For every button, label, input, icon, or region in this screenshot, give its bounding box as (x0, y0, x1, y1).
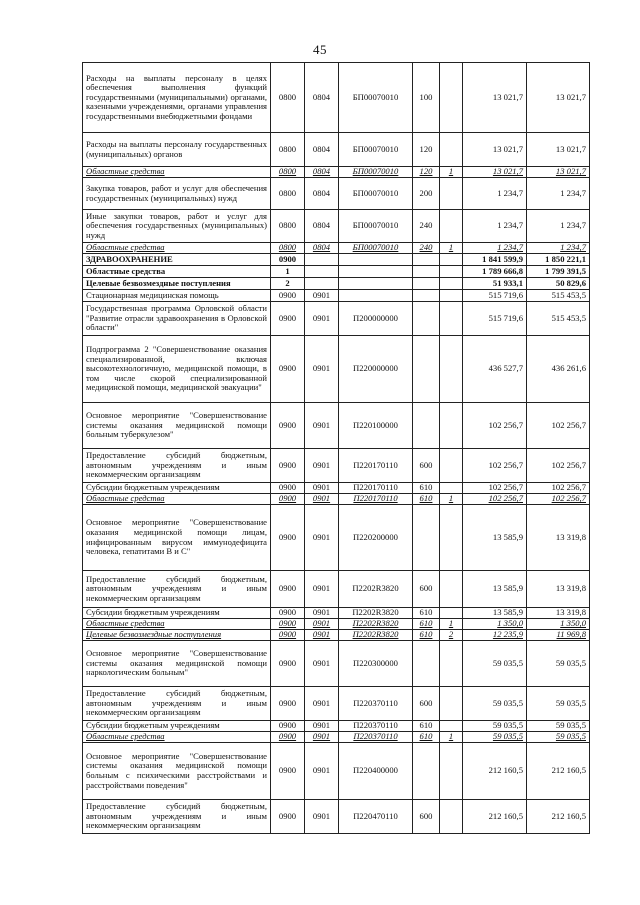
section-code-cell: 0900 (271, 571, 305, 608)
expense-type-cell (413, 505, 440, 571)
funding-source-cell (440, 254, 463, 266)
table-row (83, 630, 590, 641)
amount-year2-cell: 59 035,5 (527, 732, 590, 743)
amount-year1-cell: 13 021,7 (463, 63, 527, 133)
section-code-cell: 0800 (271, 167, 305, 178)
amount-year2-cell: 11 969,8 (527, 630, 590, 641)
amount-year2-cell: 59 035,5 (527, 687, 590, 721)
table-row (83, 167, 590, 178)
amount-year1-cell: 1 841 599,9 (463, 254, 527, 266)
table-row (83, 266, 590, 278)
amount-year1-cell: 1 789 666,8 (463, 266, 527, 278)
table-row (83, 449, 590, 483)
amount-year1-cell: 13 021,7 (463, 167, 527, 178)
section-code-cell: 0900 (271, 687, 305, 721)
section-code-cell: 0900 (271, 494, 305, 505)
item-name-cell: ЗДРАВООХРАНЕНИЕ (83, 254, 271, 266)
item-name-cell: Субсидии бюджетным учреждениям (83, 483, 271, 494)
table-row (83, 571, 590, 608)
funding-source-cell: 1 (440, 243, 463, 254)
amount-year1-cell: 51 933,1 (463, 278, 527, 290)
expense-type-cell (413, 403, 440, 449)
item-name-cell: Областные средства (83, 619, 271, 630)
amount-year1-cell: 59 035,5 (463, 687, 527, 721)
table-row (83, 243, 590, 254)
item-name-cell: Расходы на выплаты персоналу государственных (муниципальных) органов (83, 133, 271, 167)
target-article-cell (339, 290, 413, 302)
section-code-cell: 0900 (271, 254, 305, 266)
section-code-cell: 0900 (271, 641, 305, 687)
target-article-cell: П220470110 (339, 800, 413, 834)
amount-year1-cell: 59 035,5 (463, 732, 527, 743)
table-row (83, 619, 590, 630)
subsection-code-cell: 0901 (305, 290, 339, 302)
section-code-cell: 1 (271, 266, 305, 278)
subsection-code-cell: 0901 (305, 800, 339, 834)
target-article-cell: БП00070010 (339, 63, 413, 133)
funding-source-cell (440, 721, 463, 732)
expense-type-cell (413, 641, 440, 687)
subsection-code-cell: 0901 (305, 483, 339, 494)
target-article-cell: БП00070010 (339, 210, 413, 243)
expense-type-cell: 240 (413, 210, 440, 243)
section-code-cell: 0800 (271, 133, 305, 167)
target-article-cell: П220370110 (339, 721, 413, 732)
subsection-code-cell: 0804 (305, 167, 339, 178)
item-name-cell: Субсидии бюджетным учреждениям (83, 608, 271, 619)
expense-type-cell (413, 266, 440, 278)
target-article-cell: П220370110 (339, 687, 413, 721)
table-row (83, 505, 590, 571)
amount-year2-cell: 59 035,5 (527, 721, 590, 732)
item-name-cell: Расходы на выплаты персоналу в целях обеспечения выполнения функций государственными (муниципальными) органами, казенными учреждениями, органами управления государственными внебюджетными фондами (83, 63, 271, 133)
funding-source-cell: 2 (440, 630, 463, 641)
section-code-cell: 0900 (271, 302, 305, 336)
section-code-cell: 0900 (271, 619, 305, 630)
target-article-cell: П220170110 (339, 449, 413, 483)
expense-type-cell: 610 (413, 721, 440, 732)
funding-source-cell (440, 63, 463, 133)
expense-type-cell: 240 (413, 243, 440, 254)
funding-source-cell (440, 483, 463, 494)
target-article-cell: П220100000 (339, 403, 413, 449)
table-row (83, 210, 590, 243)
funding-source-cell (440, 687, 463, 721)
target-article-cell: П200000000 (339, 302, 413, 336)
subsection-code-cell: 0901 (305, 403, 339, 449)
expense-type-cell: 120 (413, 133, 440, 167)
section-code-cell: 0800 (271, 210, 305, 243)
amount-year2-cell: 13 319,8 (527, 608, 590, 619)
subsection-code-cell: 0901 (305, 743, 339, 800)
funding-source-cell (440, 800, 463, 834)
funding-source-cell: 1 (440, 732, 463, 743)
amount-year2-cell: 1 234,7 (527, 178, 590, 210)
subsection-code-cell: 0804 (305, 63, 339, 133)
section-code-cell: 0900 (271, 483, 305, 494)
expense-type-cell: 600 (413, 687, 440, 721)
item-name-cell: Закупка товаров, работ и услуг для обеспечения государственных (муниципальных) нужд (83, 178, 271, 210)
target-article-cell: П220170110 (339, 494, 413, 505)
target-article-cell: П2202R3820 (339, 608, 413, 619)
target-article-cell: П220000000 (339, 336, 413, 403)
subsection-code-cell: 0901 (305, 721, 339, 732)
subsection-code-cell: 0901 (305, 608, 339, 619)
amount-year2-cell: 102 256,7 (527, 449, 590, 483)
subsection-code-cell: 0901 (305, 302, 339, 336)
target-article-cell: БП00070010 (339, 243, 413, 254)
amount-year2-cell: 13 021,7 (527, 63, 590, 133)
amount-year2-cell: 1 234,7 (527, 210, 590, 243)
expense-type-cell: 600 (413, 800, 440, 834)
funding-source-cell (440, 133, 463, 167)
item-name-cell: Предоставление субсидий бюджетным, автономным учреждениям и иным некоммерческим организациям (83, 800, 271, 834)
funding-source-cell: 1 (440, 619, 463, 630)
amount-year2-cell: 59 035,5 (527, 641, 590, 687)
funding-source-cell (440, 449, 463, 483)
subsection-code-cell: 0804 (305, 243, 339, 254)
item-name-cell: Целевые безвозмездные поступления (83, 278, 271, 290)
amount-year1-cell: 212 160,5 (463, 800, 527, 834)
amount-year2-cell: 1 799 391,5 (527, 266, 590, 278)
amount-year2-cell: 13 021,7 (527, 133, 590, 167)
subsection-code-cell (305, 266, 339, 278)
table-row (83, 290, 590, 302)
amount-year2-cell: 515 453,5 (527, 290, 590, 302)
item-name-cell: Областные средства (83, 266, 271, 278)
target-article-cell: П220200000 (339, 505, 413, 571)
item-name-cell: Предоставление субсидий бюджетным, автономным учреждениям и иным некоммерческим организациям (83, 687, 271, 721)
section-code-cell: 0900 (271, 608, 305, 619)
item-name-cell: Предоставление субсидий бюджетным, автономным учреждениям и иным некоммерческим организациям (83, 449, 271, 483)
item-name-cell: Стационарная медицинская помощь (83, 290, 271, 302)
expense-type-cell (413, 302, 440, 336)
subsection-code-cell: 0901 (305, 494, 339, 505)
item-name-cell: Основное мероприятие "Совершенствование оказания медицинской помощи лицам, инфицированным вирусом иммунодефицита человека, гепатитами В и С" (83, 505, 271, 571)
subsection-code-cell: 0901 (305, 630, 339, 641)
amount-year2-cell: 102 256,7 (527, 403, 590, 449)
amount-year2-cell: 13 319,8 (527, 571, 590, 608)
amount-year1-cell: 102 256,7 (463, 403, 527, 449)
amount-year1-cell: 1 234,7 (463, 210, 527, 243)
section-code-cell: 0900 (271, 721, 305, 732)
amount-year1-cell: 13 585,9 (463, 571, 527, 608)
amount-year2-cell: 436 261,6 (527, 336, 590, 403)
section-code-cell: 0900 (271, 630, 305, 641)
amount-year1-cell: 59 035,5 (463, 641, 527, 687)
amount-year2-cell: 50 829,6 (527, 278, 590, 290)
table-row (83, 178, 590, 210)
page-number: 45 (313, 42, 327, 57)
subsection-code-cell (305, 278, 339, 290)
amount-year2-cell: 102 256,7 (527, 494, 590, 505)
section-code-cell: 0900 (271, 505, 305, 571)
target-article-cell: П220170110 (339, 483, 413, 494)
item-name-cell: Предоставление субсидий бюджетным, автономным учреждениям и иным некоммерческим организациям (83, 571, 271, 608)
subsection-code-cell: 0901 (305, 619, 339, 630)
funding-source-cell (440, 302, 463, 336)
target-article-cell (339, 254, 413, 266)
subsection-code-cell: 0901 (305, 687, 339, 721)
target-article-cell: П2202R3820 (339, 619, 413, 630)
amount-year2-cell: 13 319,8 (527, 505, 590, 571)
amount-year1-cell: 13 585,9 (463, 505, 527, 571)
amount-year1-cell: 212 160,5 (463, 743, 527, 800)
amount-year2-cell: 102 256,7 (527, 483, 590, 494)
item-name-cell: Подпрограмма 2 "Совершенствование оказания специализированной, включая высокотехнологичную, медицинской помощи, в том числе скорой специализированной медицинской помощи, медицинской эвакуации" (83, 336, 271, 403)
funding-source-cell (440, 571, 463, 608)
expense-type-cell: 120 (413, 167, 440, 178)
amount-year2-cell: 212 160,5 (527, 743, 590, 800)
item-name-cell: Иные закупки товаров, работ и услуг для обеспечения государственных (муниципальных) нужд (83, 210, 271, 243)
funding-source-cell (440, 403, 463, 449)
funding-source-cell (440, 336, 463, 403)
target-article-cell: П220300000 (339, 641, 413, 687)
amount-year1-cell: 1 350,0 (463, 619, 527, 630)
amount-year1-cell: 13 021,7 (463, 133, 527, 167)
section-code-cell: 0900 (271, 743, 305, 800)
subsection-code-cell: 0901 (305, 571, 339, 608)
table-row (83, 336, 590, 403)
amount-year2-cell: 515 453,5 (527, 302, 590, 336)
target-article-cell (339, 266, 413, 278)
section-code-cell: 0900 (271, 449, 305, 483)
budget-table (82, 62, 590, 834)
amount-year2-cell: 13 021,7 (527, 167, 590, 178)
item-name-cell: Государственная программа Орловской области "Развитие отрасли здравоохранения в Орловской области" (83, 302, 271, 336)
target-article-cell (339, 278, 413, 290)
subsection-code-cell: 0804 (305, 133, 339, 167)
table-row (83, 403, 590, 449)
funding-source-cell (440, 278, 463, 290)
subsection-code-cell: 0901 (305, 641, 339, 687)
amount-year1-cell: 13 585,9 (463, 608, 527, 619)
table-row (83, 278, 590, 290)
amount-year1-cell: 102 256,7 (463, 449, 527, 483)
amount-year1-cell: 515 719,6 (463, 302, 527, 336)
expense-type-cell (413, 254, 440, 266)
table-row (83, 63, 590, 133)
amount-year1-cell: 1 234,7 (463, 178, 527, 210)
funding-source-cell (440, 210, 463, 243)
item-name-cell: Основное мероприятие "Совершенствование системы оказания медицинской помощи наркологическим больным" (83, 641, 271, 687)
table-row (83, 800, 590, 834)
target-article-cell: П2202R3820 (339, 571, 413, 608)
funding-source-cell: 1 (440, 167, 463, 178)
funding-source-cell (440, 743, 463, 800)
expense-type-cell (413, 336, 440, 403)
table-row (83, 494, 590, 505)
table-row (83, 483, 590, 494)
subsection-code-cell: 0901 (305, 336, 339, 403)
amount-year2-cell: 1 350,0 (527, 619, 590, 630)
funding-source-cell (440, 266, 463, 278)
section-code-cell: 0800 (271, 243, 305, 254)
expense-type-cell: 610 (413, 630, 440, 641)
funding-source-cell: 1 (440, 494, 463, 505)
amount-year2-cell: 1 850 221,1 (527, 254, 590, 266)
expense-type-cell: 600 (413, 449, 440, 483)
amount-year1-cell: 436 527,7 (463, 336, 527, 403)
item-name-cell: Областные средства (83, 494, 271, 505)
subsection-code-cell: 0901 (305, 732, 339, 743)
table-row (83, 641, 590, 687)
item-name-cell: Субсидии бюджетным учреждениям (83, 721, 271, 732)
subsection-code-cell: 0804 (305, 210, 339, 243)
subsection-code-cell: 0901 (305, 449, 339, 483)
budget-table-body (83, 63, 590, 834)
target-article-cell: БП00070010 (339, 133, 413, 167)
funding-source-cell (440, 641, 463, 687)
expense-type-cell: 200 (413, 178, 440, 210)
expense-type-cell (413, 290, 440, 302)
item-name-cell: Областные средства (83, 732, 271, 743)
expense-type-cell (413, 743, 440, 800)
amount-year1-cell: 515 719,6 (463, 290, 527, 302)
section-code-cell: 2 (271, 278, 305, 290)
table-row (83, 254, 590, 266)
funding-source-cell (440, 178, 463, 210)
funding-source-cell (440, 608, 463, 619)
table-row (83, 608, 590, 619)
subsection-code-cell: 0901 (305, 505, 339, 571)
target-article-cell: БП00070010 (339, 178, 413, 210)
target-article-cell: П2202R3820 (339, 630, 413, 641)
table-row (83, 732, 590, 743)
table-row (83, 721, 590, 732)
table-row (83, 133, 590, 167)
amount-year2-cell: 1 234,7 (527, 243, 590, 254)
item-name-cell: Областные средства (83, 243, 271, 254)
amount-year1-cell: 59 035,5 (463, 721, 527, 732)
target-article-cell: П220370110 (339, 732, 413, 743)
table-row (83, 302, 590, 336)
section-code-cell: 0900 (271, 336, 305, 403)
expense-type-cell: 610 (413, 494, 440, 505)
expense-type-cell: 610 (413, 483, 440, 494)
amount-year1-cell: 12 235,9 (463, 630, 527, 641)
item-name-cell: Основное мероприятие "Совершенствование системы оказания медицинской помощи больным туберкулезом" (83, 403, 271, 449)
expense-type-cell: 610 (413, 608, 440, 619)
funding-source-cell (440, 505, 463, 571)
item-name-cell: Целевые безвозмездные поступления (83, 630, 271, 641)
section-code-cell: 0900 (271, 290, 305, 302)
expense-type-cell: 100 (413, 63, 440, 133)
amount-year1-cell: 102 256,7 (463, 494, 527, 505)
section-code-cell: 0800 (271, 178, 305, 210)
target-article-cell: П220400000 (339, 743, 413, 800)
expense-type-cell: 610 (413, 619, 440, 630)
funding-source-cell (440, 290, 463, 302)
section-code-cell: 0900 (271, 800, 305, 834)
expense-type-cell (413, 278, 440, 290)
expense-type-cell: 610 (413, 732, 440, 743)
section-code-cell: 0900 (271, 732, 305, 743)
amount-year1-cell: 1 234,7 (463, 243, 527, 254)
subsection-code-cell (305, 254, 339, 266)
table-row (83, 687, 590, 721)
target-article-cell: БП00070010 (339, 167, 413, 178)
amount-year1-cell: 102 256,7 (463, 483, 527, 494)
amount-year2-cell: 212 160,5 (527, 800, 590, 834)
section-code-cell: 0900 (271, 403, 305, 449)
expense-type-cell: 600 (413, 571, 440, 608)
item-name-cell: Областные средства (83, 167, 271, 178)
item-name-cell: Основное мероприятие "Совершенствование системы оказания медицинской помощи больным с психическими расстройствами и расстройствами поведения" (83, 743, 271, 800)
subsection-code-cell: 0804 (305, 178, 339, 210)
table-row (83, 743, 590, 800)
section-code-cell: 0800 (271, 63, 305, 133)
